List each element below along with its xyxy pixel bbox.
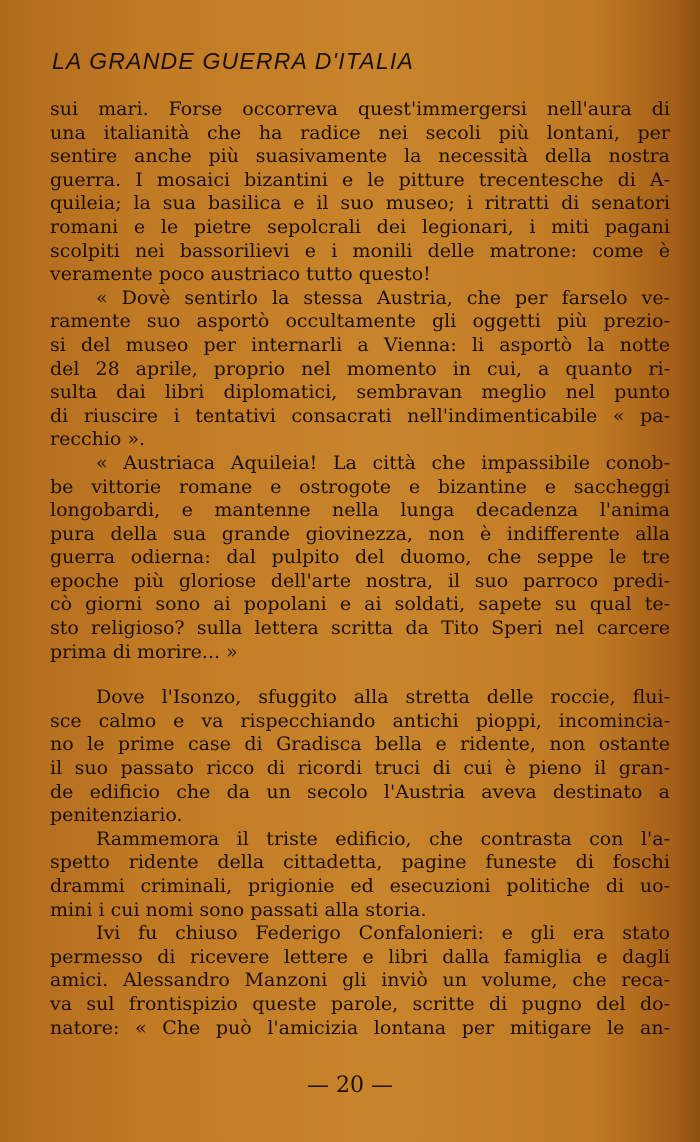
text-line: di riuscire i tentativi consacrati nell'indimenticabile « pa- <box>50 404 670 427</box>
page-number: — 20 — <box>307 1073 393 1098</box>
text-line: una italianità che ha radice nei secoli più lontani, per <box>50 121 670 144</box>
text-line: mini i cui nomi sono passati alla storia. <box>50 898 427 921</box>
text-line: no le prime case di Gradisca bella e ridente, non ostante <box>50 733 670 756</box>
text-line: cò giorni sono ai popolani e ai soldati, sapete su qual te- <box>50 593 670 616</box>
text-line: Ivi fu chiuso Federigo Confalonieri: e gli era stato <box>96 922 670 945</box>
text-line: de edificio che da un secolo l'Austria aveva destinato a <box>50 780 670 803</box>
paragraph <box>50 686 670 828</box>
text-line: veramente poco austriaco tutto questo! <box>50 263 431 286</box>
text-line: si del museo per internarli a Vienna: li asportò la notte <box>50 333 670 356</box>
text-line: va sul frontispizio queste parole, scritte di pugno del do- <box>50 992 670 1015</box>
body-text <box>50 98 670 1040</box>
text-line: sto religioso? sulla lettera scritta da Tito Speri nel carcere <box>50 617 670 640</box>
text-line: ramente suo asportò occultamente gli oggetti più prezio- <box>50 310 670 333</box>
text-line: natore: « Che può l'amicizia lontana per mitigare le an- <box>50 1016 670 1039</box>
paragraph <box>50 98 670 287</box>
text-line: « Dovè sentirlo la stessa Austria, che per farselo ve- <box>96 286 670 309</box>
paragraph <box>50 922 670 1040</box>
text-line: sce calmo e va rispecchiando antichi pioppi, incomincia- <box>50 709 670 732</box>
paragraph <box>50 287 670 452</box>
section-gap <box>50 664 670 686</box>
text-line: quileia; la sua basilica e il suo museo; i ritratti di senatori <box>50 192 670 215</box>
text-line: amici. Alessandro Manzoni gli inviò un volume, che reca- <box>50 969 670 992</box>
text-line: prima di morire... » <box>50 640 238 663</box>
text-line: recchio ». <box>50 428 146 451</box>
text-line: longobardi, e mantenne nella lunga decadenza l'anima <box>50 499 670 522</box>
text-line: guerra odierna: dal pulpito del duomo, che seppe le tre <box>50 546 670 569</box>
text-line: del 28 aprile, proprio nel momento in cui, a quanto ri- <box>50 357 670 380</box>
text-line: guerra. I mosaici bizantini e le pitture trecentesche di A- <box>50 168 670 191</box>
text-line: be vittorie romane e ostrogote e bizantine e saccheggi <box>50 475 670 498</box>
text-line: sulta dai libri diplomatici, sembravan meglio nel punto <box>50 381 670 404</box>
paragraph <box>50 828 670 922</box>
text-line: sentire anche più suasivamente la necessità della nostra <box>50 145 670 168</box>
text-line: drammi criminali, prigionie ed esecuzioni politiche di uo- <box>50 875 670 897</box>
text-line: pura della sua grande giovinezza, non è indifferente alla <box>50 522 670 545</box>
text-line: Rammemora il triste edificio, che contrasta con l'a- <box>96 827 670 850</box>
text-line: scolpiti nei bassorilievi e i monili delle matrone: come è <box>50 239 670 262</box>
text-line: Dove l'Isonzo, sfuggito alla stretta delle roccie, flui- <box>96 686 670 709</box>
paragraph <box>50 452 670 664</box>
text-line: sui mari. Forse occorreva quest'immergersi nell'aura di <box>50 98 670 120</box>
text-line: il suo passato ricco di ricordi truci di cui è pieno il gran- <box>50 757 670 780</box>
text-line: permesso di ricevere lettere e libri dalla famiglia e dagli <box>50 945 670 968</box>
text-line: spetto ridente della cittadetta, pagine funeste di foschi <box>50 851 670 874</box>
running-header: LA GRANDE GUERRA D'ITALIA <box>52 48 414 74</box>
text-line: « Austriaca Aquileia! La città che impassibile conob- <box>96 451 670 474</box>
text-line: epoche più gloriose dell'arte nostra, il suo parroco predi- <box>50 569 670 592</box>
text-line: romani e le pietre sepolcrali dei legionari, i miti pagani <box>50 215 670 238</box>
text-line: penitenziario. <box>50 804 183 827</box>
